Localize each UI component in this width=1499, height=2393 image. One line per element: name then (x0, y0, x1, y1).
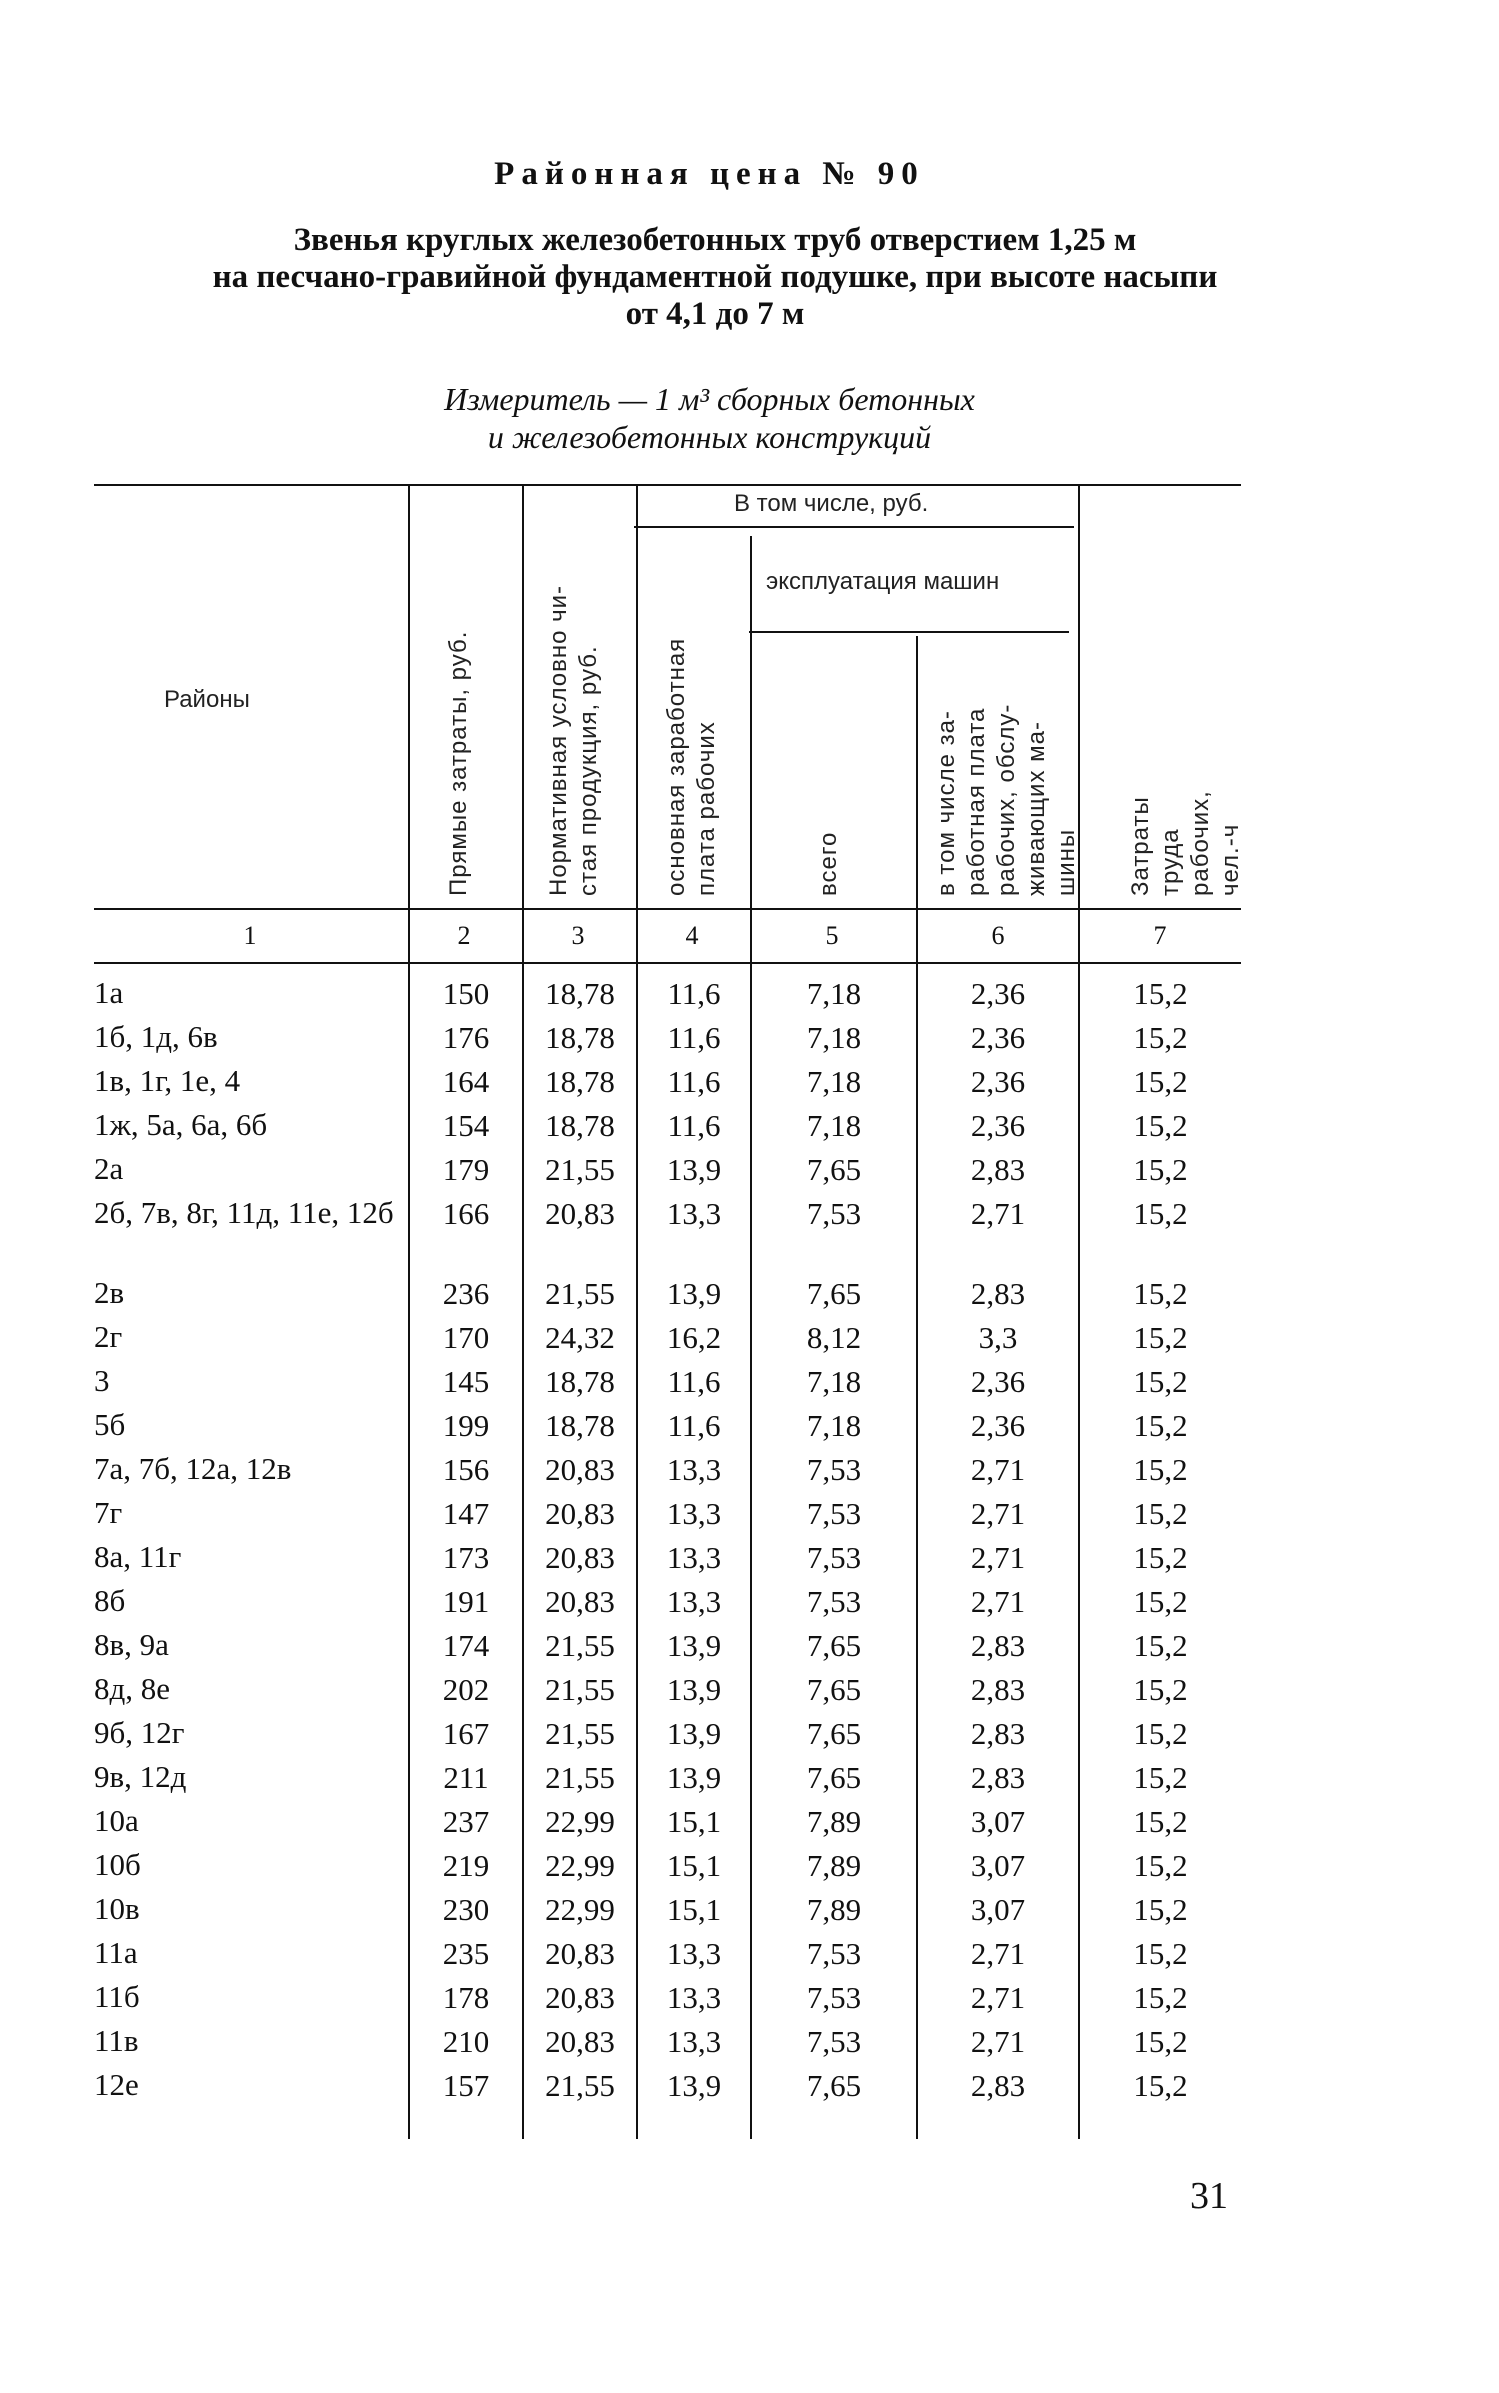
cell-total: 7,65 (806, 1628, 862, 1663)
cell-region: 2г (94, 1319, 123, 1354)
cell-direct: 174 (442, 1628, 490, 1663)
cell-total: 7,65 (806, 1716, 862, 1751)
cell-wage: 11,6 (667, 1364, 721, 1399)
cell-labor: 15,2 (1133, 1584, 1188, 1619)
cell-machine-wage: 2,36 (970, 1408, 1026, 1443)
cell-machine-wage: 2,83 (970, 1672, 1026, 1707)
measurement-unit (0, 380, 1459, 456)
table-row (94, 1408, 1241, 1452)
cell-wage: 11,6 (667, 976, 721, 1011)
table-row (94, 1152, 1241, 1196)
cell-region: 11а (94, 1935, 138, 1970)
cell-total: 7,53 (806, 1452, 862, 1487)
cell-region: 5б (94, 1407, 126, 1442)
cell-total: 8,12 (806, 1320, 862, 1355)
cell-labor: 15,2 (1133, 1496, 1188, 1531)
cell-region: 12е (94, 2067, 139, 2102)
cell-wage: 13,3 (666, 1584, 722, 1619)
cell-normative: 20,83 (545, 1584, 615, 1619)
cell-labor: 15,2 (1133, 1276, 1188, 1311)
cell-wage: 13,9 (666, 1672, 722, 1707)
cell-region: 8в, 9а (94, 1627, 169, 1662)
cell-total: 7,18 (806, 1108, 862, 1143)
cell-direct: 178 (442, 1980, 490, 2015)
cell-total: 7,18 (806, 1408, 862, 1443)
cell-labor: 15,2 (1133, 1108, 1188, 1143)
cell-normative: 18,78 (545, 1408, 615, 1443)
table-row (94, 2068, 1241, 2112)
cell-wage: 13,9 (666, 1628, 722, 1663)
table-row (94, 1540, 1241, 1584)
cell-total: 7,89 (806, 1892, 862, 1927)
cell-total: 7,53 (806, 1196, 862, 1231)
cell-direct: 156 (442, 1452, 490, 1487)
col-header-direct: Прямые затраты, руб. (445, 630, 472, 896)
col-number-7: 7 (1153, 921, 1167, 950)
cell-direct: 154 (442, 1108, 490, 1143)
col-number-1: 1 (243, 921, 257, 950)
cell-machine-wage: 2,83 (970, 1760, 1026, 1795)
table-row (94, 976, 1241, 1020)
cell-total: 7,53 (806, 1540, 862, 1575)
cell-labor: 15,2 (1133, 976, 1188, 1011)
cell-total: 7,65 (806, 1760, 862, 1795)
cell-labor: 15,2 (1133, 1892, 1188, 1927)
cell-direct: 211 (443, 1760, 489, 1795)
cell-normative: 21,55 (545, 1716, 615, 1751)
table-row (94, 1716, 1241, 1760)
cell-total: 7,65 (806, 1276, 862, 1311)
col-header-machine-wage: в том числе за- работная плата рабочих, обслу- живающих ма- шины (933, 703, 1080, 896)
cell-normative: 18,78 (545, 1020, 615, 1055)
cell-normative: 20,83 (545, 2024, 615, 2059)
col-number-3: 3 (571, 921, 585, 950)
cell-total: 7,18 (806, 1020, 862, 1055)
cell-region: 1ж, 5а, 6а, 6б (94, 1107, 268, 1142)
cell-wage: 13,9 (666, 1152, 722, 1187)
cell-region: 10в (94, 1891, 140, 1926)
table-row (94, 2024, 1241, 2068)
cell-total: 7,53 (806, 1584, 862, 1619)
cell-region: 8д, 8е (94, 1671, 171, 1706)
table-row (94, 1320, 1241, 1364)
cell-region: 8б (94, 1583, 126, 1618)
col-header-normative: Нормативная условно чи- стая продукция, руб. (545, 584, 602, 896)
cell-normative: 21,55 (545, 1276, 615, 1311)
cell-machine-wage: 2,71 (970, 1540, 1026, 1575)
table-row (94, 1936, 1241, 1980)
cell-machine-wage: 2,83 (970, 1716, 1026, 1751)
cell-region: 9б, 12г (94, 1715, 185, 1750)
col-header-regions: Районы (164, 686, 250, 713)
col-header-labor: Затраты труда рабочих, чел.-ч (1127, 790, 1244, 896)
table-row (94, 1020, 1241, 1064)
cell-wage: 13,3 (666, 2024, 722, 2059)
cell-machine-wage: 2,71 (970, 1584, 1026, 1619)
price-title: Районная цена № 90 (494, 156, 925, 192)
cell-total: 7,53 (806, 1980, 862, 2015)
cell-labor: 15,2 (1133, 1628, 1188, 1663)
cell-labor: 15,2 (1133, 1196, 1188, 1231)
cell-direct: 230 (442, 1892, 490, 1927)
cell-machine-wage: 2,71 (970, 1196, 1026, 1231)
cell-wage: 11,6 (667, 1020, 721, 1055)
cell-wage: 13,3 (666, 1196, 722, 1231)
cell-region: 2в (94, 1275, 125, 1310)
cell-labor: 15,2 (1133, 1980, 1188, 2015)
cell-total: 7,89 (806, 1848, 862, 1883)
cell-normative: 22,99 (545, 1804, 615, 1839)
cell-machine-wage: 2,71 (970, 1936, 1026, 1971)
cell-direct: 150 (442, 976, 490, 1011)
cell-direct: 170 (442, 1320, 490, 1355)
cell-region: 1а (94, 975, 124, 1010)
col-header-total: всего (815, 831, 842, 896)
cell-machine-wage: 3,07 (970, 1848, 1026, 1883)
cell-region: 7г (94, 1495, 123, 1530)
cell-direct: 176 (442, 1020, 490, 1055)
cell-wage: 13,9 (666, 2068, 722, 2103)
cell-labor: 15,2 (1133, 1020, 1188, 1055)
cell-normative: 20,83 (545, 1452, 615, 1487)
cell-wage: 13,9 (666, 1276, 722, 1311)
cell-labor: 15,2 (1133, 1320, 1188, 1355)
cell-region: 8а, 11г (94, 1539, 182, 1574)
table-row (94, 1276, 1241, 1320)
cell-region: 3 (94, 1363, 110, 1398)
cell-machine-wage: 2,83 (970, 2068, 1026, 2103)
cell-direct: 191 (442, 1584, 490, 1619)
table-row (94, 1760, 1241, 1804)
cell-labor: 15,2 (1133, 1452, 1188, 1487)
cell-machine-wage: 2,83 (970, 1276, 1026, 1311)
cell-direct: 236 (442, 1276, 490, 1311)
cell-wage: 13,3 (666, 1936, 722, 1971)
cell-total: 7,18 (806, 1064, 862, 1099)
cell-direct: 157 (442, 2068, 490, 2103)
cell-labor: 15,2 (1133, 1672, 1188, 1707)
cell-machine-wage: 2,83 (970, 1628, 1026, 1663)
cell-region: 11б (94, 1979, 140, 2014)
table-row (94, 1496, 1241, 1540)
cell-total: 7,89 (806, 1804, 862, 1839)
cell-region: 1б, 1д, 6в (94, 1019, 218, 1054)
cell-direct: 173 (442, 1540, 490, 1575)
cell-labor: 15,2 (1133, 2068, 1188, 2103)
cell-labor: 15,2 (1133, 1716, 1188, 1751)
table-row (94, 1628, 1241, 1672)
cell-labor: 15,2 (1133, 1408, 1188, 1443)
cell-total: 7,53 (806, 1936, 862, 1971)
cell-normative: 24,32 (545, 1320, 615, 1355)
cell-total: 7,65 (806, 1672, 862, 1707)
cell-direct: 164 (442, 1064, 490, 1099)
table-row (94, 1064, 1241, 1108)
cell-direct: 210 (442, 2024, 490, 2059)
cell-wage: 13,3 (666, 1540, 722, 1575)
col-number-2: 2 (457, 921, 471, 950)
cell-wage: 11,6 (667, 1108, 721, 1143)
cell-normative: 20,83 (545, 1496, 615, 1531)
cell-direct: 202 (442, 1672, 490, 1707)
cell-machine-wage: 2,71 (970, 2024, 1026, 2059)
cell-machine-wage: 3,3 (978, 1320, 1018, 1355)
cell-normative: 20,83 (545, 1540, 615, 1575)
table-row (94, 1452, 1241, 1496)
cell-region: 10б (94, 1847, 141, 1882)
cell-region: 9в, 12д (94, 1759, 187, 1794)
subtitle-line-2: на песчано-гравийной фундаментной подушке, при высоте насыпи (212, 259, 1218, 295)
group-header-machines: эксплуатация машин (766, 568, 1000, 595)
cell-direct: 166 (442, 1196, 490, 1231)
table-row (94, 1196, 1241, 1240)
table-row (94, 1848, 1241, 1892)
cell-labor: 15,2 (1133, 2024, 1188, 2059)
cell-wage: 11,6 (667, 1408, 721, 1443)
col-number-4: 4 (685, 921, 699, 950)
cell-normative: 18,78 (545, 1364, 615, 1399)
table-row (94, 1892, 1241, 1936)
unit-line-2: и железобетонных конструкций (487, 419, 932, 455)
cell-region: 7а, 7б, 12а, 12в (94, 1451, 292, 1486)
cell-machine-wage: 2,36 (970, 1020, 1026, 1055)
cell-direct: 237 (442, 1804, 490, 1839)
cell-wage: 13,3 (666, 1452, 722, 1487)
cell-region: 2а (94, 1151, 124, 1186)
table-row (94, 1364, 1241, 1408)
col-number-6: 6 (991, 921, 1005, 950)
subtitle-line-3: от 4,1 до 7 м (625, 296, 805, 332)
cell-labor: 15,2 (1133, 1540, 1188, 1575)
cell-machine-wage: 2,36 (970, 1064, 1026, 1099)
cell-labor: 15,2 (1133, 1848, 1188, 1883)
col-header-wage: основная заработная плата рабочих (663, 637, 720, 896)
cell-normative: 18,78 (545, 1108, 615, 1143)
cell-total: 7,53 (806, 2024, 862, 2059)
cell-direct: 147 (442, 1496, 490, 1531)
cell-wage: 13,3 (666, 1980, 722, 2015)
table-row (94, 1672, 1241, 1716)
cell-region: 10а (94, 1803, 139, 1838)
col-number-5: 5 (825, 921, 839, 950)
cell-labor: 15,2 (1133, 1760, 1188, 1795)
cell-region: 11в (94, 2023, 139, 2058)
cell-wage: 13,3 (666, 1496, 722, 1531)
cell-normative: 18,78 (545, 1064, 615, 1099)
cell-machine-wage: 2,71 (970, 1980, 1026, 2015)
cell-region: 2б, 7в, 8г, 11д, 11е, 12б (94, 1195, 394, 1230)
cell-wage: 15,1 (666, 1892, 722, 1927)
cell-region: 1в, 1г, 1е, 4 (94, 1063, 241, 1098)
cell-total: 7,18 (806, 976, 862, 1011)
cell-total: 7,65 (806, 2068, 862, 2103)
document-subtitle (0, 222, 1390, 333)
cell-total: 7,65 (806, 1152, 862, 1187)
table-row (94, 1980, 1241, 2024)
table-row (94, 1804, 1241, 1848)
cell-normative: 20,83 (545, 1936, 615, 1971)
cell-direct: 219 (442, 1848, 490, 1883)
cell-wage: 15,1 (666, 1848, 722, 1883)
cell-normative: 21,55 (545, 1152, 615, 1187)
cell-labor: 15,2 (1133, 1152, 1188, 1187)
unit-line-1: Измеритель — 1 м³ сборных бетонных (444, 381, 975, 417)
cell-total: 7,53 (806, 1496, 862, 1531)
cell-machine-wage: 2,71 (970, 1452, 1026, 1487)
cell-direct: 167 (442, 1716, 490, 1751)
cell-direct: 199 (442, 1408, 490, 1443)
cell-normative: 20,83 (545, 1196, 615, 1231)
cell-machine-wage: 2,71 (970, 1496, 1026, 1531)
cell-normative: 18,78 (545, 976, 615, 1011)
cell-machine-wage: 2,36 (970, 976, 1026, 1011)
subtitle-line-1: Звенья круглых железобетонных труб отверстием 1,25 м (293, 222, 1137, 258)
cell-machine-wage: 2,36 (970, 1364, 1026, 1399)
cell-normative: 21,55 (545, 2068, 615, 2103)
cell-wage: 13,9 (666, 1760, 722, 1795)
cell-labor: 15,2 (1133, 1804, 1188, 1839)
cell-wage: 16,2 (666, 1320, 722, 1355)
cell-machine-wage: 3,07 (970, 1804, 1026, 1839)
cell-direct: 179 (442, 1152, 490, 1187)
cell-normative: 20,83 (545, 1980, 615, 2015)
cell-normative: 21,55 (545, 1760, 615, 1795)
cell-normative: 22,99 (545, 1892, 615, 1927)
cell-normative: 22,99 (545, 1848, 615, 1883)
cell-total: 7,18 (806, 1364, 862, 1399)
cell-labor: 15,2 (1133, 1364, 1188, 1399)
cell-normative: 21,55 (545, 1672, 615, 1707)
price-table (94, 476, 1244, 2139)
table-row (94, 1108, 1241, 1152)
cell-direct: 235 (442, 1936, 490, 1971)
table-row (94, 1584, 1241, 1628)
cell-labor: 15,2 (1133, 1936, 1188, 1971)
cell-machine-wage: 2,36 (970, 1108, 1026, 1143)
cell-wage: 13,9 (666, 1716, 722, 1751)
cell-normative: 21,55 (545, 1628, 615, 1663)
cell-wage: 11,6 (667, 1064, 721, 1099)
cell-direct: 145 (442, 1364, 490, 1399)
page-number: 31 (1190, 2175, 1228, 2217)
cell-wage: 15,1 (666, 1804, 722, 1839)
group-header-incl: В том числе, руб. (734, 490, 929, 517)
cell-labor: 15,2 (1133, 1064, 1188, 1099)
cell-machine-wage: 3,07 (970, 1892, 1026, 1927)
cell-machine-wage: 2,83 (970, 1152, 1026, 1187)
